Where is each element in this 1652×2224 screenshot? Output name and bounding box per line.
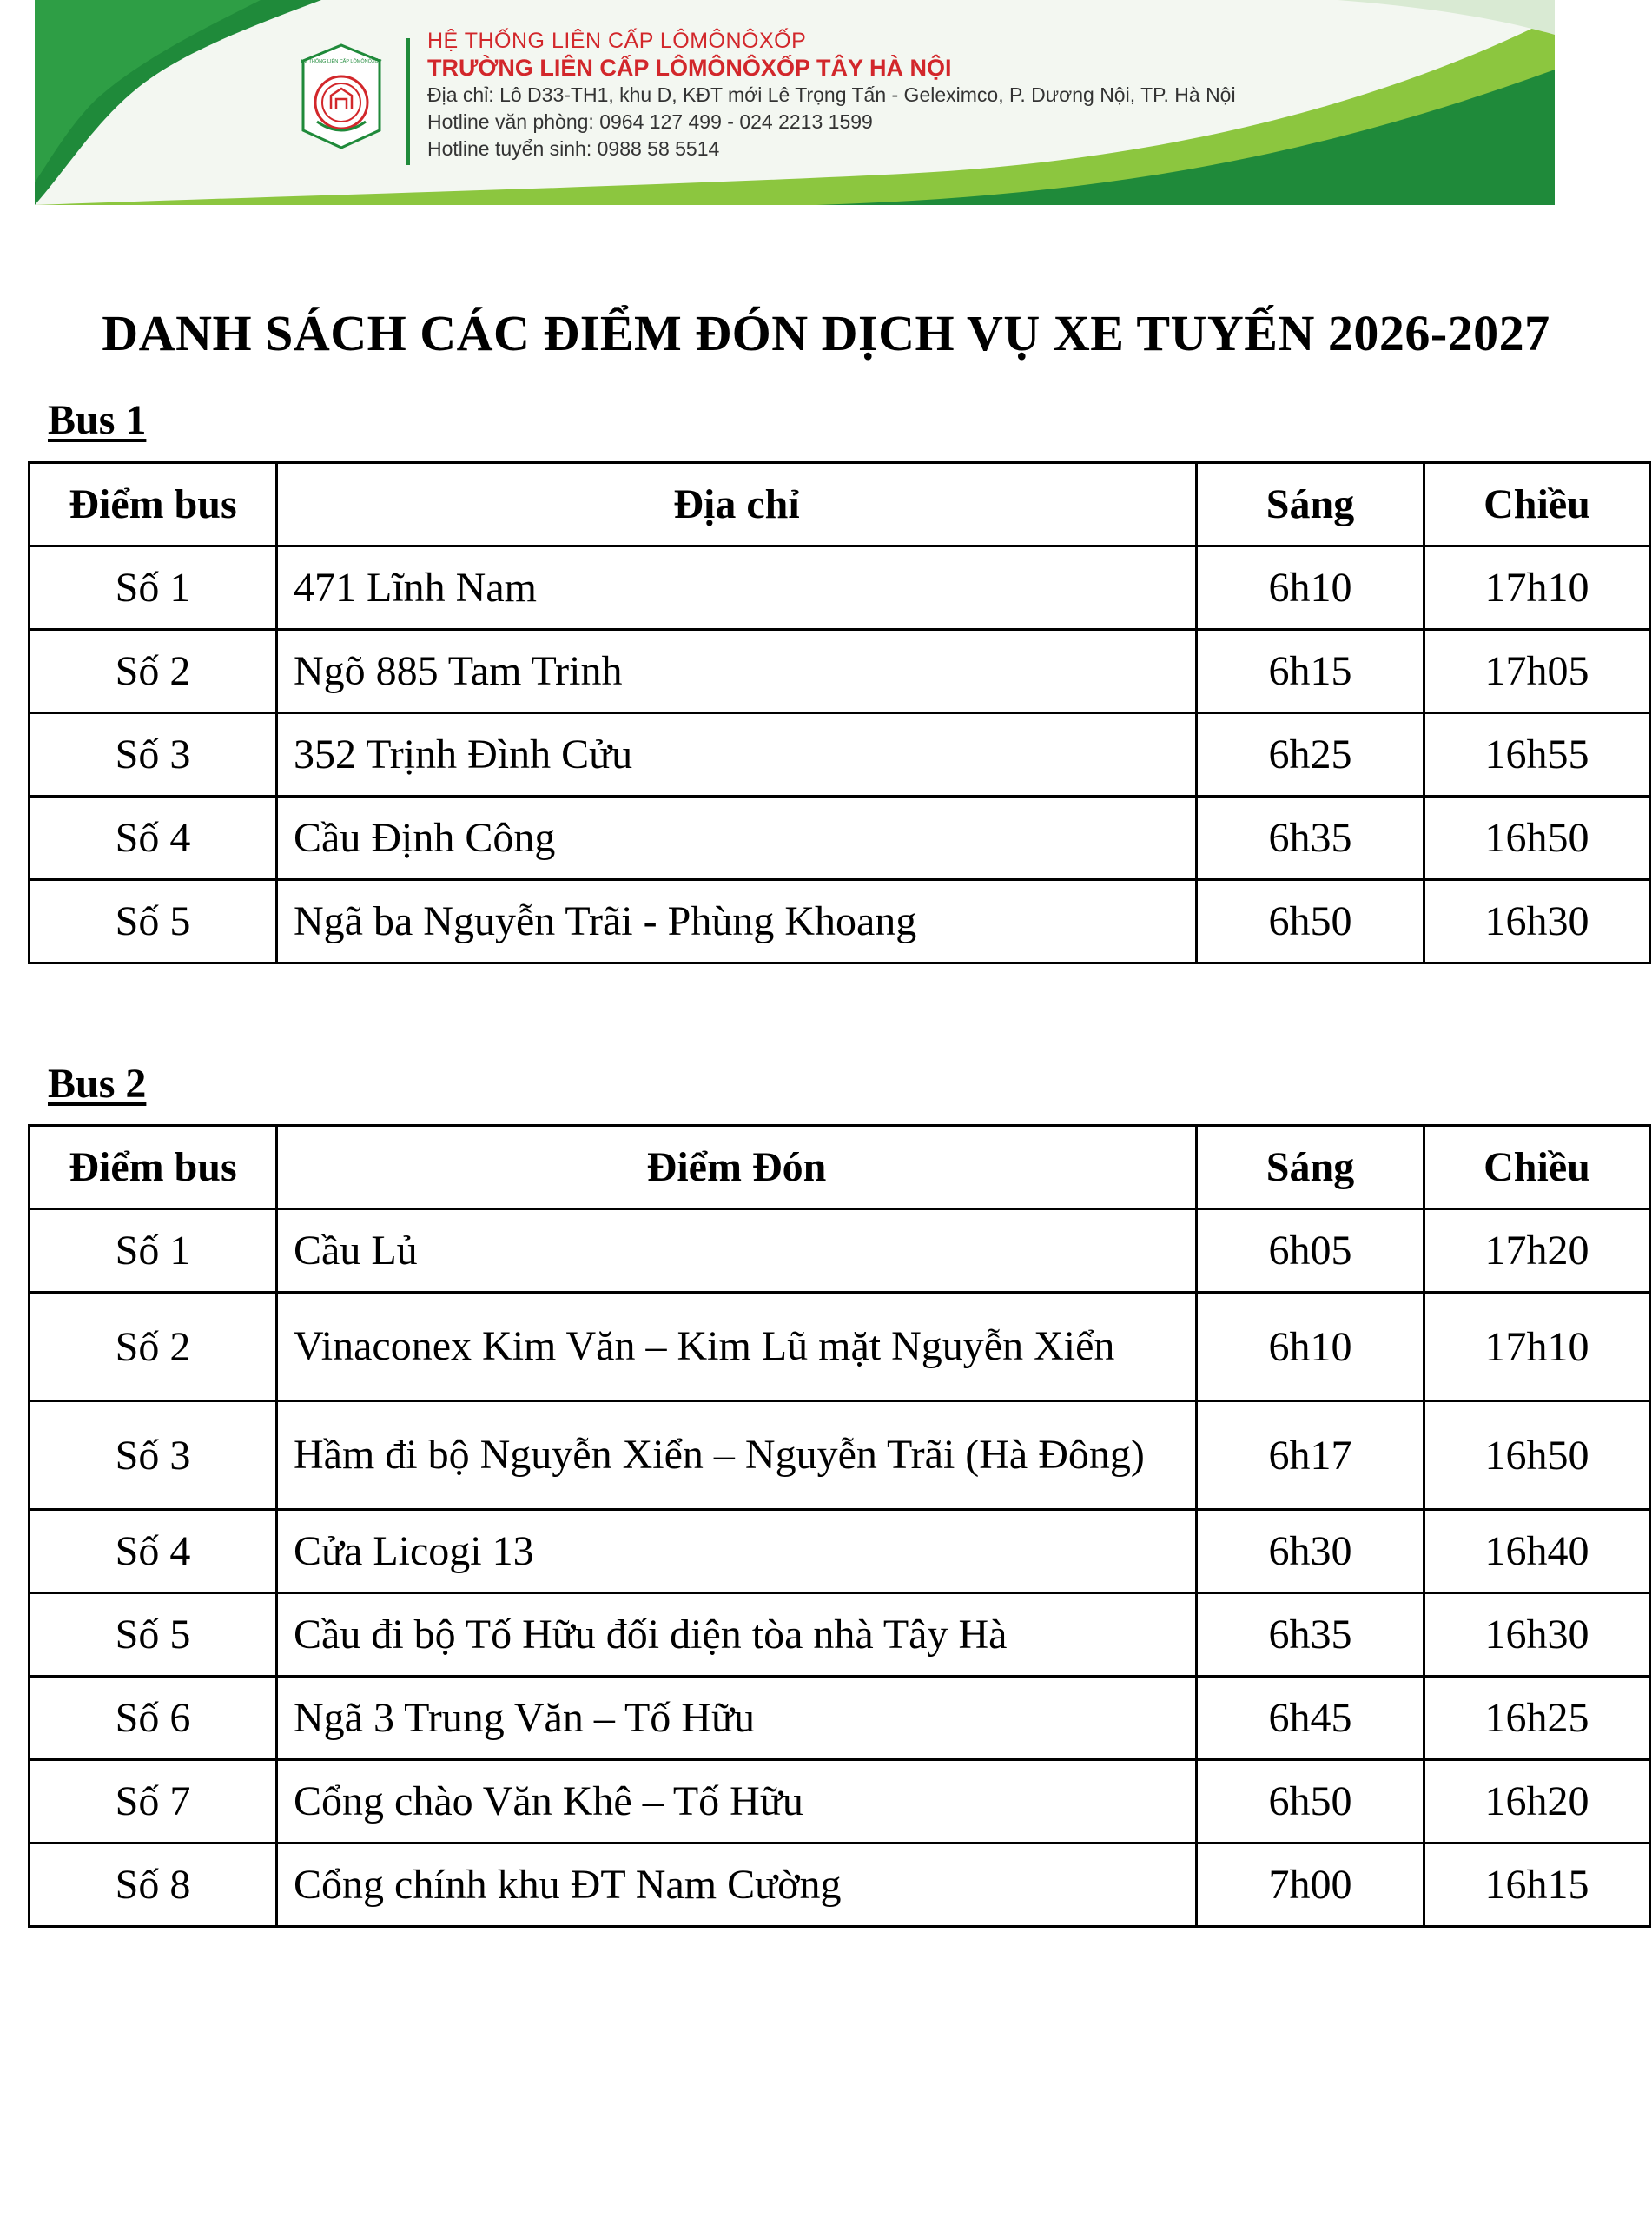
stop-address: Ngã 3 Trung Văn – Tố Hữu xyxy=(277,1677,1197,1760)
stop-number: Số 4 xyxy=(30,797,277,880)
afternoon-time: 16h55 xyxy=(1424,713,1650,797)
morning-time: 6h10 xyxy=(1197,1293,1424,1401)
afternoon-time: 16h30 xyxy=(1424,880,1650,963)
afternoon-time: 16h50 xyxy=(1424,1401,1650,1510)
stop-address: Ngã ba Nguyễn Trãi - Phùng Khoang xyxy=(277,880,1197,963)
table-row xyxy=(30,1293,1650,1401)
column-header-stop: Điểm bus xyxy=(30,463,277,546)
morning-time: 6h50 xyxy=(1197,1760,1424,1843)
stop-address: 471 Lĩnh Nam xyxy=(277,546,1197,630)
morning-time: 6h35 xyxy=(1197,1593,1424,1677)
table-row xyxy=(30,546,1650,630)
morning-time: 6h17 xyxy=(1197,1401,1424,1510)
afternoon-time: 17h10 xyxy=(1424,1293,1650,1401)
table-row xyxy=(30,1760,1650,1843)
school-name: TRƯỜNG LIÊN CẤP LÔMÔNÔXỐP TÂY HÀ NỘI xyxy=(427,55,952,81)
bus2-table xyxy=(28,1124,1651,1928)
afternoon-time: 16h15 xyxy=(1424,1843,1650,1927)
morning-time: 6h10 xyxy=(1197,546,1424,630)
table-row xyxy=(30,797,1650,880)
stop-number: Số 1 xyxy=(30,546,277,630)
table-row xyxy=(30,1843,1650,1927)
school-info xyxy=(427,28,1236,162)
stop-number: Số 7 xyxy=(30,1760,277,1843)
stop-number: Số 5 xyxy=(30,1593,277,1677)
column-header-stop: Điểm bus xyxy=(30,1126,277,1209)
bus1-table xyxy=(28,461,1651,964)
table-row xyxy=(30,1401,1650,1510)
afternoon-time: 16h30 xyxy=(1424,1593,1650,1677)
column-header-pickup: Điểm Đón xyxy=(277,1126,1197,1209)
table-header-row xyxy=(30,463,1650,546)
hotline-office: Hotline văn phòng: 0964 127 499 - 024 2213 1599 xyxy=(427,110,873,133)
stop-address: Cầu đi bộ Tố Hữu đối diện tòa nhà Tây Hà xyxy=(277,1593,1197,1677)
column-header-afternoon: Chiều xyxy=(1424,1126,1650,1209)
afternoon-time: 16h50 xyxy=(1424,797,1650,880)
logo-text: HỆ THỐNG LIÊN CẤP LÔMÔNÔXỐP xyxy=(301,59,382,64)
stop-number: Số 3 xyxy=(30,1401,277,1510)
stop-number: Số 5 xyxy=(30,880,277,963)
stop-address: Hầm đi bộ Nguyễn Xiển – Nguyễn Trãi (Hà Đông) xyxy=(277,1401,1197,1510)
morning-time: 7h00 xyxy=(1197,1843,1424,1927)
stop-address: Cầu Lủ xyxy=(277,1209,1197,1293)
afternoon-time: 17h20 xyxy=(1424,1209,1650,1293)
morning-time: 6h35 xyxy=(1197,797,1424,880)
column-header-address: Địa chỉ xyxy=(277,463,1197,546)
afternoon-time: 16h25 xyxy=(1424,1677,1650,1760)
afternoon-time: 17h10 xyxy=(1424,546,1650,630)
morning-time: 6h30 xyxy=(1197,1510,1424,1593)
stop-number: Số 3 xyxy=(30,713,277,797)
system-name: HỆ THỐNG LIÊN CẤP LÔMÔNÔXỐP xyxy=(427,29,807,53)
column-header-afternoon: Chiều xyxy=(1424,463,1650,546)
bus2-label: Bus 2 xyxy=(48,1061,147,1107)
table-row xyxy=(30,1510,1650,1593)
stop-address: Cửa Licogi 13 xyxy=(277,1510,1197,1593)
stop-number: Số 2 xyxy=(30,630,277,713)
afternoon-time: 16h20 xyxy=(1424,1760,1650,1843)
morning-time: 6h50 xyxy=(1197,880,1424,963)
table-row xyxy=(30,1593,1650,1677)
table-header-row xyxy=(30,1126,1650,1209)
stop-number: Số 1 xyxy=(30,1209,277,1293)
stop-address: 352 Trịnh Đình Cửu xyxy=(277,713,1197,797)
column-header-morning: Sáng xyxy=(1197,463,1424,546)
page-title: DANH SÁCH CÁC ĐIỂM ĐÓN DỊCH VỤ XE TUYẾN 2026-2027 xyxy=(102,305,1550,361)
stop-address: Vinaconex Kim Văn – Kim Lũ mặt Nguyễn Xiển xyxy=(277,1293,1197,1401)
morning-time: 6h05 xyxy=(1197,1209,1424,1293)
stop-address: Cổng chính khu ĐT Nam Cường xyxy=(277,1843,1197,1927)
school-address: Địa chỉ: Lô D33-TH1, khu D, KĐT mới Lê Trọng Tấn - Geleximco, P. Dương Nội, TP. Hà Nội xyxy=(427,83,1236,106)
morning-time: 6h25 xyxy=(1197,713,1424,797)
hotline-admission: Hotline tuyển sinh: 0988 58 5514 xyxy=(427,137,720,160)
morning-time: 6h15 xyxy=(1197,630,1424,713)
header-banner xyxy=(35,0,1555,205)
table-row xyxy=(30,713,1650,797)
stop-address: Ngõ 885 Tam Trinh xyxy=(277,630,1197,713)
table-row xyxy=(30,630,1650,713)
table-row xyxy=(30,880,1650,963)
stop-number: Số 8 xyxy=(30,1843,277,1927)
table-row xyxy=(30,1677,1650,1760)
stop-number: Số 4 xyxy=(30,1510,277,1593)
stop-number: Số 6 xyxy=(30,1677,277,1760)
banner-divider xyxy=(406,38,410,165)
stop-address: Cổng chào Văn Khê – Tố Hữu xyxy=(277,1760,1197,1843)
afternoon-time: 16h40 xyxy=(1424,1510,1650,1593)
stop-address: Cầu Định Công xyxy=(277,797,1197,880)
column-header-morning: Sáng xyxy=(1197,1126,1424,1209)
school-logo xyxy=(300,43,383,149)
table-row xyxy=(30,1209,1650,1293)
stop-number: Số 2 xyxy=(30,1293,277,1401)
bus1-label: Bus 1 xyxy=(48,397,147,443)
afternoon-time: 17h05 xyxy=(1424,630,1650,713)
morning-time: 6h45 xyxy=(1197,1677,1424,1760)
